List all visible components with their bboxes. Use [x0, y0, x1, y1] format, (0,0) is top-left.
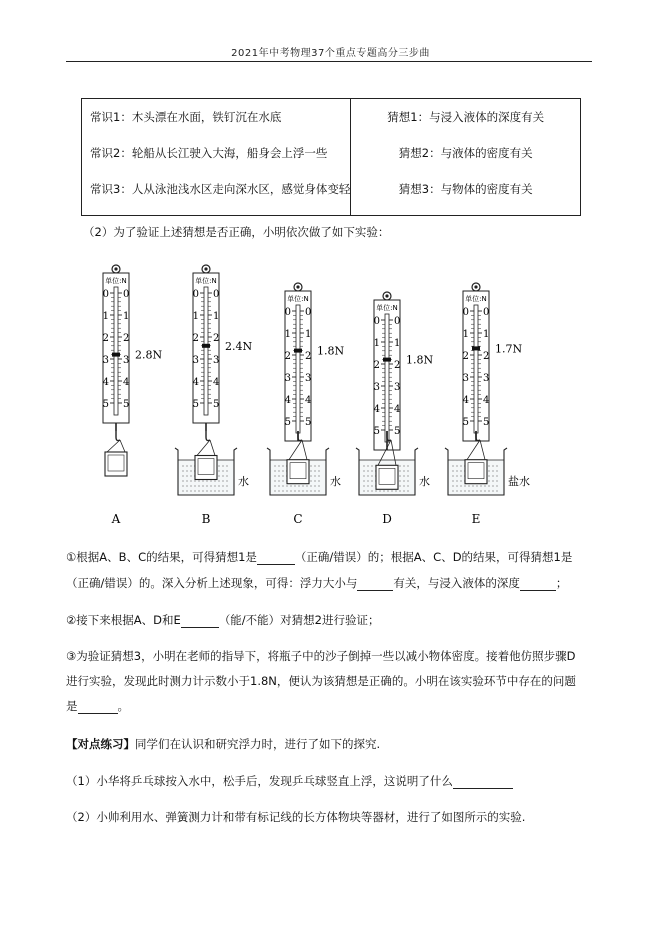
question-1-line-1 — [66, 549, 572, 565]
tick-label-right: 4 — [123, 377, 130, 388]
tick-label-right: 3 — [305, 373, 312, 384]
liquid-label: 水 — [419, 475, 430, 488]
tick-label-right: 5 — [123, 399, 130, 410]
tick-label-left: 2 — [192, 333, 199, 344]
suspension-wire — [289, 440, 307, 460]
tick-label-right: 2 — [213, 333, 220, 344]
pointer — [112, 353, 120, 357]
tick-label-right: 0 — [123, 289, 130, 300]
hook-ring-center — [114, 267, 117, 270]
scale-panel-c — [267, 283, 344, 526]
tick-label-left: 4 — [284, 395, 291, 406]
reading-label: 1.8N — [406, 353, 434, 367]
scale-panel-b — [175, 265, 252, 526]
tick-label-right: 4 — [305, 395, 312, 406]
practice-question-2: （2）小帅利用水、弹簧测力计和带有标记线的长方体物块等器材，进行了如图所示的实验. — [66, 810, 526, 824]
common-sense-2: 常识2：轮船从长江驶入大海，船身会上浮一些 — [90, 146, 328, 160]
question-3-line-1: ③为验证猜想3，小明在老师的指导下，将瓶子中的沙子倒掉一些以减小物体密度。接着他仿照步骤D — [66, 649, 576, 663]
scale-slot — [474, 305, 478, 433]
common-sense-3: 常识3：人从泳池浅水区走向深水区，感觉身体变轻 — [90, 182, 351, 196]
tick-label-left: 1 — [284, 329, 291, 340]
q2-part-a: ②接下来根据A、D和E — [66, 613, 181, 627]
hook — [116, 431, 120, 441]
tick-label-left: 0 — [284, 307, 291, 318]
unit-label: 单位:N — [287, 295, 309, 303]
tick-label-left: 2 — [102, 333, 109, 344]
header-rule — [66, 61, 592, 62]
tick-label-left: 5 — [284, 417, 291, 428]
tick-label-left: 0 — [192, 289, 199, 300]
pointer — [294, 349, 302, 353]
panel-label: C — [293, 512, 303, 526]
tick-label-left: 5 — [373, 426, 380, 437]
scale-panel-a — [103, 265, 163, 526]
tick-label-left: 3 — [462, 373, 469, 384]
tick-label-left: 4 — [102, 377, 109, 388]
tick-label-left: 0 — [462, 307, 469, 318]
q3-part-a: 是 — [66, 699, 78, 713]
tick-label-left: 4 — [462, 395, 469, 406]
unit-label: 单位:N — [195, 277, 217, 285]
hook — [206, 431, 210, 441]
pointer — [383, 358, 391, 362]
question-2 — [66, 612, 380, 628]
hook-ring-center — [204, 267, 207, 270]
hypothesis-2: 猜想2：与液体的密度有关 — [398, 146, 533, 160]
practice-text: 同学们在认识和研究浮力时，进行了如下的探究. — [135, 737, 381, 751]
hypothesis-cell — [351, 99, 581, 216]
scale-slot — [114, 287, 118, 415]
suspension-wire — [197, 440, 215, 456]
q1-part-b: （正确/错误）的；根据A、C、D的结果，可得猜想1是 — [294, 550, 573, 564]
reading-label: 2.8N — [135, 348, 163, 362]
q2-part-b: （能/不能）对猜想2进行验证； — [218, 613, 380, 627]
tick-label-right: 0 — [394, 316, 401, 327]
tick-label-left: 2 — [462, 351, 469, 362]
q1-blank-1[interactable] — [257, 551, 295, 565]
object-block — [105, 452, 127, 476]
tick-label-right: 3 — [213, 355, 220, 366]
tick-label-left: 1 — [373, 338, 380, 349]
tick-label-right: 0 — [305, 307, 312, 318]
q1-blank-3[interactable] — [520, 577, 556, 591]
reading-label: 2.4N — [225, 339, 253, 353]
panel-label: A — [111, 512, 121, 526]
tick-label-right: 1 — [483, 329, 490, 340]
scale-slot — [385, 314, 389, 442]
q1-blank-2[interactable] — [357, 577, 393, 591]
tick-label-left: 4 — [373, 404, 380, 415]
tick-label-left: 2 — [373, 360, 380, 371]
hook-ring-center — [385, 294, 388, 297]
hypothesis-3: 猜想3：与物体的密度有关 — [398, 182, 533, 196]
practice-blank[interactable] — [453, 775, 513, 789]
tick-label-left: 5 — [102, 399, 109, 410]
q1-part-a: ①根据A、B、C的结果，可得猜想1是 — [66, 550, 257, 564]
tick-label-left: 4 — [192, 377, 199, 388]
tick-label-right: 1 — [394, 338, 401, 349]
tick-label-right: 5 — [394, 426, 401, 437]
q2-blank[interactable] — [181, 614, 219, 628]
tick-label-right: 1 — [123, 311, 130, 322]
tick-label-left: 5 — [192, 399, 199, 410]
pointer — [202, 344, 210, 348]
spring-scale-figure — [80, 255, 580, 530]
question-3-line-3 — [66, 698, 129, 714]
panel-label: D — [382, 512, 392, 526]
question-1-line-2 — [66, 575, 567, 591]
tick-label-right: 1 — [305, 329, 312, 340]
tick-label-right: 0 — [213, 289, 220, 300]
tick-label-right: 3 — [483, 373, 490, 384]
practice-question-1 — [66, 773, 513, 789]
tick-label-right: 4 — [394, 404, 401, 415]
tick-label-left: 5 — [462, 417, 469, 428]
liquid-label: 水 — [330, 475, 341, 488]
object-block — [195, 456, 217, 480]
suspension-wire — [107, 440, 125, 452]
q1-part-e: ； — [555, 576, 568, 590]
suspension-wire — [467, 440, 485, 460]
tick-label-right: 2 — [123, 333, 130, 344]
scale-slot — [204, 287, 208, 415]
hook-ring-center — [474, 285, 477, 288]
unit-label: 单位:N — [376, 304, 398, 312]
common-sense-1: 常识1：木头漂在水面，铁钉沉在水底 — [90, 110, 282, 124]
tick-label-right: 4 — [213, 377, 220, 388]
tick-label-left: 3 — [192, 355, 199, 366]
pointer — [472, 346, 480, 350]
common-sense-cell — [82, 99, 351, 216]
scale-slot — [296, 305, 300, 433]
tick-label-right: 4 — [483, 395, 490, 406]
tick-label-right: 3 — [123, 355, 130, 366]
tick-label-right: 2 — [305, 351, 312, 362]
tick-label-right: 1 — [213, 311, 220, 322]
tick-label-right: 5 — [483, 417, 490, 428]
q3-part-b: 。 — [117, 699, 129, 713]
liquid-label: 盐水 — [508, 475, 530, 488]
q1-part-d: 有关，与浸入液体的深度 — [393, 576, 520, 590]
practice-s1: （1）小华将乒乓球按入水中，松手后，发现乒乓球竖直上浮，这说明了什么 — [66, 774, 453, 788]
tick-label-left: 1 — [192, 311, 199, 322]
tick-label-left: 1 — [462, 329, 469, 340]
facts-table — [81, 98, 581, 216]
tick-label-left: 3 — [102, 355, 109, 366]
reading-label: 1.8N — [317, 344, 345, 358]
page-header: 2021年中考物理37个重点专题高分三步曲 — [231, 48, 430, 59]
tick-label-left: 1 — [102, 311, 109, 322]
tick-label-left: 3 — [373, 382, 380, 393]
unit-label: 单位:N — [465, 295, 487, 303]
q3-blank[interactable] — [78, 700, 118, 714]
liquid-label: 水 — [238, 475, 249, 488]
tick-label-right: 0 — [483, 307, 490, 318]
tick-label-right: 3 — [394, 382, 401, 393]
tick-label-right: 2 — [483, 351, 490, 362]
tick-label-right: 2 — [394, 360, 401, 371]
question-3-line-2: 进行实验，发现此时测力计示数小于1.8N，便认为该猜想是正确的。小明在该实验环节中存在的问题 — [66, 674, 576, 688]
panel-label: B — [201, 512, 211, 526]
practice-intro — [66, 736, 380, 752]
unit-label: 单位:N — [105, 277, 127, 285]
panel-label: E — [471, 512, 481, 526]
q1-part-c: （正确/错误）的。深入分析上述现象，可得：浮力大小与 — [66, 576, 358, 590]
tick-label-right: 5 — [305, 417, 312, 428]
scale-panel-d — [356, 292, 433, 526]
scale-panel-e — [445, 283, 530, 526]
hook-ring-center — [296, 285, 299, 288]
intro-text: （2）为了验证上述猜想是否正确，小明依次做了如下实验： — [83, 225, 390, 239]
tick-label-left: 2 — [284, 351, 291, 362]
hypothesis-1: 猜想1：与浸入液体的深度有关 — [387, 110, 545, 124]
tick-label-left: 0 — [373, 316, 380, 327]
tick-label-right: 5 — [213, 399, 220, 410]
tick-label-left: 3 — [284, 373, 291, 384]
practice-tag: 【对点练习】 — [66, 737, 135, 751]
tick-label-left: 0 — [102, 289, 109, 300]
reading-label: 1.7N — [495, 342, 523, 356]
